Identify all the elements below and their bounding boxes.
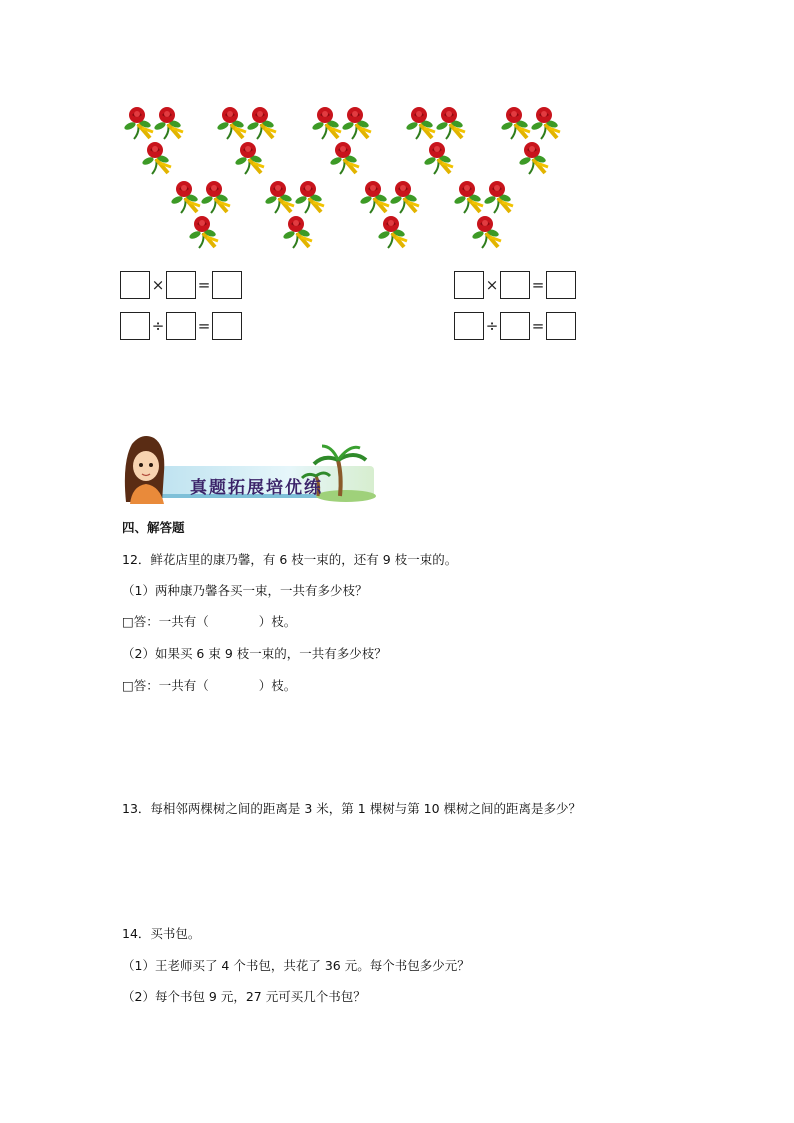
rose-bouquet-icon — [420, 139, 456, 175]
equals-sign: = — [197, 276, 211, 294]
multiply-sign: × — [151, 276, 165, 294]
girl-avatar-icon — [125, 436, 164, 504]
rose-bouquet-icon — [374, 213, 410, 249]
rose-bouquet-icon — [515, 139, 551, 175]
answer-box[interactable] — [212, 271, 242, 299]
rose-bouquet-icon — [291, 178, 327, 214]
question-12-answer-2: □答：一共有（ ）枝。 — [122, 678, 297, 693]
question-12-part-2: （2）如果买 6 束 9 枝一束的，一共有多少枝？ — [122, 646, 387, 661]
answer-box[interactable] — [500, 271, 530, 299]
answer-box[interactable] — [454, 312, 484, 340]
rose-bouquet-icon — [527, 104, 563, 140]
answer-box[interactable] — [454, 271, 484, 299]
answer-box[interactable] — [212, 312, 242, 340]
answer-box[interactable] — [120, 312, 150, 340]
rose-bouquet-icon — [279, 213, 315, 249]
rose-bouquet-icon — [150, 104, 186, 140]
equals-sign: = — [531, 276, 545, 294]
answer-box[interactable] — [166, 271, 196, 299]
division-equation-right — [454, 311, 576, 341]
rose-bouquet-icon — [138, 139, 174, 175]
multiply-sign: × — [485, 276, 499, 294]
divide-sign: ÷ — [151, 317, 165, 335]
section-title: 四、解答题 — [122, 520, 185, 535]
rose-bouquet-icon — [480, 178, 516, 214]
rose-illustration — [0, 0, 794, 260]
multiplication-equation-left — [120, 270, 242, 300]
equals-sign: = — [531, 317, 545, 335]
rose-bouquet-icon — [231, 139, 267, 175]
answer-box[interactable] — [500, 312, 530, 340]
rose-bouquet-icon — [197, 178, 233, 214]
answer-box[interactable] — [166, 312, 196, 340]
banner-title: 真题拓展培优练 — [190, 478, 323, 498]
rose-bouquet-icon — [326, 139, 362, 175]
rose-bouquet-icon — [432, 104, 468, 140]
question-14-stem: 14．买书包。 — [122, 926, 201, 941]
rose-bouquet-icon — [386, 178, 422, 214]
question-12-stem: 12．鲜花店里的康乃馨，有 6 枝一束的，还有 9 枝一束的。 — [122, 552, 458, 567]
question-13-stem: 13．每相邻两棵树之间的距离是 3 米，第 1 棵树与第 10 棵树之间的距离是多少？ — [122, 801, 582, 816]
answer-box[interactable] — [120, 271, 150, 299]
rose-bouquet-icon — [338, 104, 374, 140]
divide-sign: ÷ — [485, 317, 499, 335]
rose-bouquet-icon — [185, 213, 221, 249]
equals-sign: = — [197, 317, 211, 335]
multiplication-equation-right — [454, 270, 576, 300]
question-12-part-1: （1）两种康乃馨各买一束，一共有多少枝？ — [122, 583, 368, 598]
question-14-part-2: （2）每个书包 9 元，27 元可买几个书包？ — [122, 989, 366, 1004]
answer-box[interactable] — [546, 312, 576, 340]
division-equation-left — [120, 311, 242, 341]
rose-bouquet-icon — [243, 104, 279, 140]
question-14-part-1: （1）王老师买了 4 个书包，共花了 36 元。每个书包多少元？ — [122, 958, 470, 973]
question-12-answer-1: □答：一共有（ ）枝。 — [122, 614, 297, 629]
answer-box[interactable] — [546, 271, 576, 299]
rose-bouquet-icon — [468, 213, 504, 249]
